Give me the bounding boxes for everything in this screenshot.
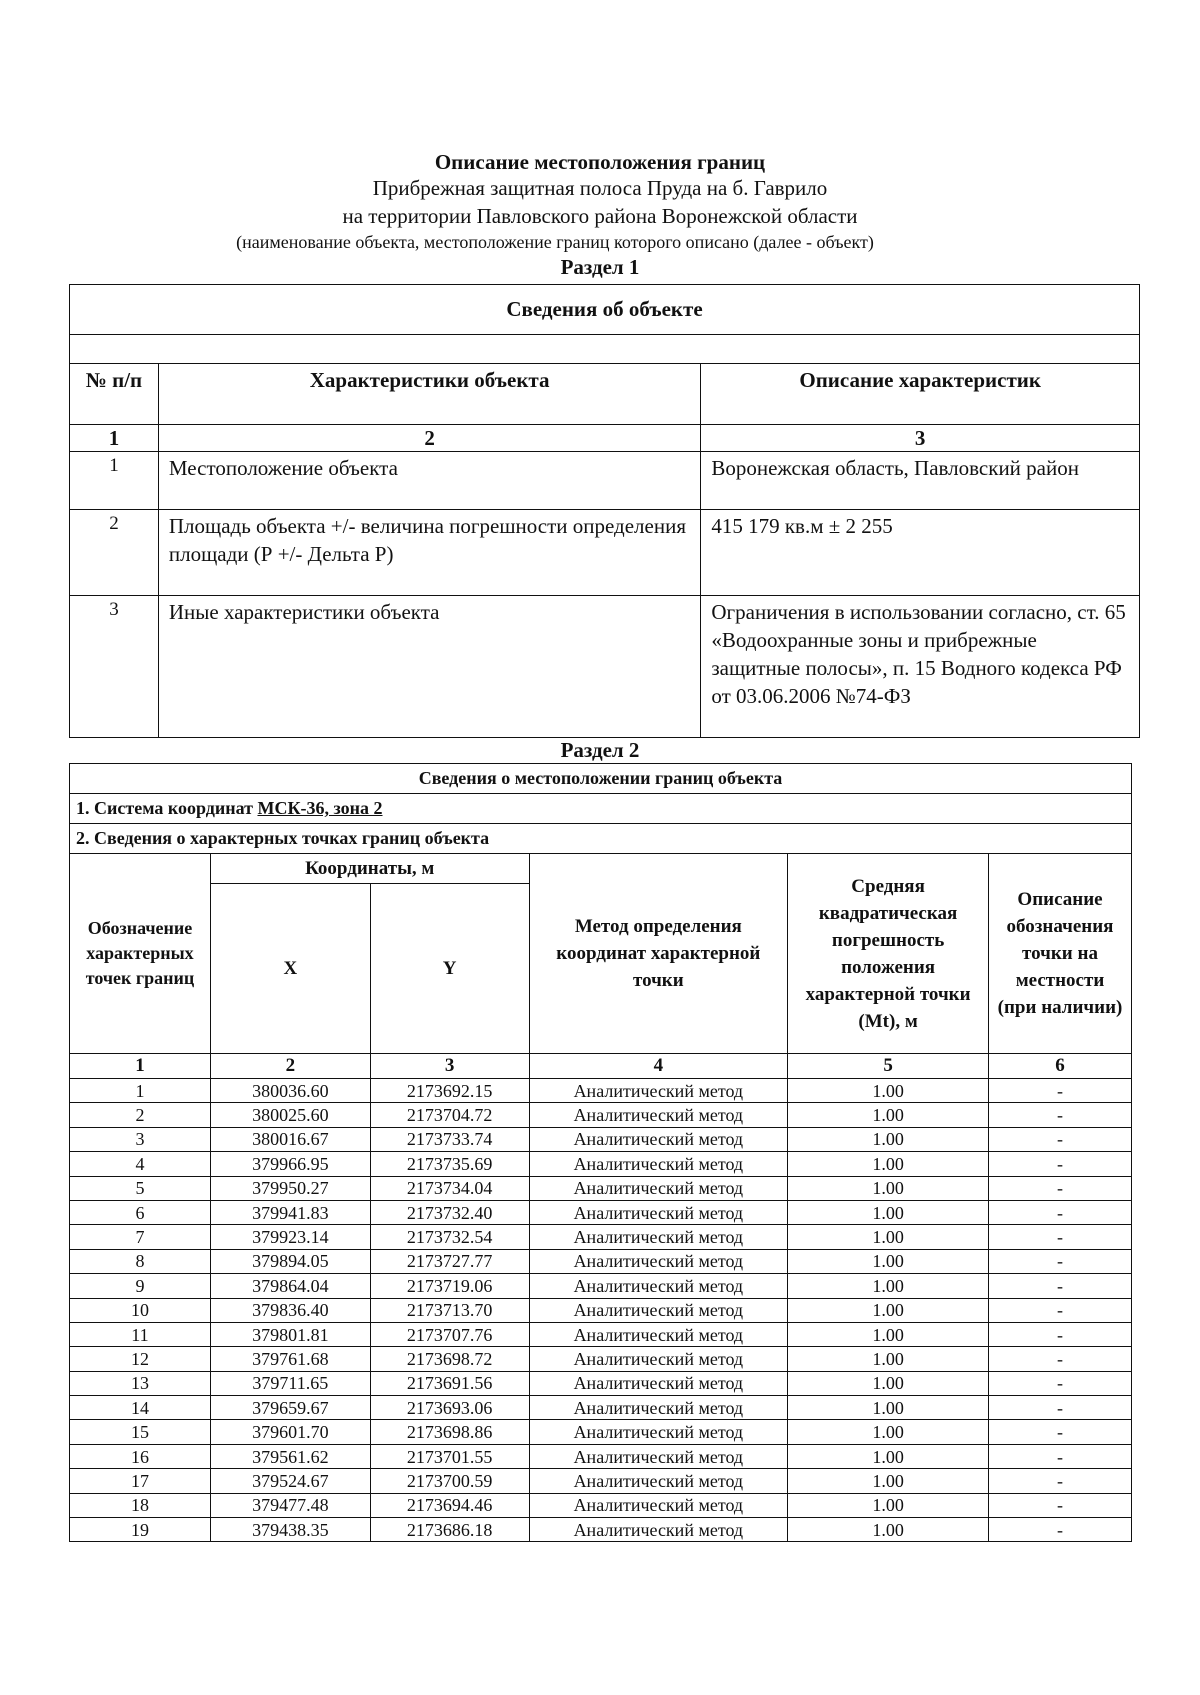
column-number: 3 [701, 425, 1140, 452]
table-row [70, 1396, 1132, 1420]
description-cell: - [989, 1518, 1132, 1542]
column-number: 2 [210, 1054, 370, 1079]
table-row [70, 1371, 1132, 1395]
table-row [70, 1249, 1132, 1273]
method-cell: Аналитический метод [529, 1249, 788, 1273]
description-cell: - [989, 1249, 1132, 1273]
coord-y: 2173700.59 [370, 1469, 529, 1493]
coord-x: 379601.70 [210, 1420, 370, 1444]
coordinate-system-value: МСК-36, зона 2 [257, 798, 383, 818]
column-number: 1 [70, 1054, 211, 1079]
table-row [70, 510, 1140, 596]
error-cell: 1.00 [788, 1322, 989, 1346]
characteristic-name: Иные характеристики объекта [158, 596, 700, 738]
table-row [70, 1469, 1132, 1493]
object-location-line: на территории Павловского района Воронежской области [342, 204, 858, 228]
error-cell: 1.00 [788, 1225, 989, 1249]
section1-label: Раздел 1 [560, 255, 640, 279]
table-row [70, 1103, 1132, 1127]
method-cell: Аналитический метод [529, 1152, 788, 1176]
section2-label: Раздел 2 [560, 738, 640, 762]
coord-x: 379477.48 [210, 1493, 370, 1517]
document-title: Описание местоположения границ [434, 150, 766, 174]
point-number: 15 [70, 1420, 211, 1444]
table-row [70, 1200, 1132, 1224]
point-number: 5 [70, 1176, 211, 1200]
method-cell: Аналитический метод [529, 1444, 788, 1468]
point-number: 13 [70, 1371, 211, 1395]
object-info-caption: Сведения об объекте [70, 285, 1140, 335]
coordinate-system-row [70, 794, 1132, 824]
error-cell: 1.00 [788, 1347, 989, 1371]
header-method: Метод определения координат характерной точки [529, 854, 788, 1054]
table-row [70, 1298, 1132, 1322]
characteristic-value: Ограничения в использовании согласно, ст. 65 «Водоохранные зоны и прибрежные защитные полосы», п. 15 Водного кодекса РФ от 03.06.2006 №74-ФЗ [701, 596, 1140, 738]
header-row [70, 854, 1132, 884]
table-row [70, 1079, 1132, 1103]
description-cell: - [989, 1274, 1132, 1298]
coord-x: 379801.81 [210, 1322, 370, 1346]
point-number: 16 [70, 1444, 211, 1468]
coord-y: 2173698.72 [370, 1347, 529, 1371]
coord-y: 2173701.55 [370, 1444, 529, 1468]
table-row [70, 452, 1140, 510]
characteristic-value: Воронежская область, Павловский район [701, 452, 1140, 510]
coord-x: 379761.68 [210, 1347, 370, 1371]
coord-x: 379524.67 [210, 1469, 370, 1493]
column-number-row [70, 425, 1140, 452]
description-cell: - [989, 1103, 1132, 1127]
table-row [70, 596, 1140, 738]
coord-y: 2173732.40 [370, 1200, 529, 1224]
table-row [70, 1493, 1132, 1517]
error-cell: 1.00 [788, 1396, 989, 1420]
method-cell: Аналитический метод [529, 1420, 788, 1444]
point-number: 12 [70, 1347, 211, 1371]
coord-x: 380025.60 [210, 1103, 370, 1127]
method-cell: Аналитический метод [529, 1347, 788, 1371]
column-number-row [70, 1054, 1132, 1079]
coord-x: 379966.95 [210, 1152, 370, 1176]
error-cell: 1.00 [788, 1127, 989, 1151]
coord-y: 2173707.76 [370, 1322, 529, 1346]
error-cell: 1.00 [788, 1493, 989, 1517]
column-number: 4 [529, 1054, 788, 1079]
method-cell: Аналитический метод [529, 1274, 788, 1298]
description-cell: - [989, 1176, 1132, 1200]
header-error: Средняя квадратическая погрешность положения характерной точки (Mt), м [788, 854, 989, 1054]
header-designation: Обозначение характерных точек границ [70, 854, 211, 1054]
coord-x: 379894.05 [210, 1249, 370, 1273]
points-body [70, 1079, 1132, 1542]
point-number: 6 [70, 1200, 211, 1224]
characteristic-value: 415 179 кв.м ± 2 255 [701, 510, 1140, 596]
error-cell: 1.00 [788, 1420, 989, 1444]
table-row [70, 1347, 1132, 1371]
point-number: 11 [70, 1322, 211, 1346]
coord-x: 379864.04 [210, 1274, 370, 1298]
point-number: 2 [70, 1103, 211, 1127]
coord-x: 379659.67 [210, 1396, 370, 1420]
coord-y: 2173732.54 [370, 1225, 529, 1249]
method-cell: Аналитический метод [529, 1396, 788, 1420]
characteristic-name: Местоположение объекта [158, 452, 700, 510]
table-row [70, 1176, 1132, 1200]
error-cell: 1.00 [788, 1274, 989, 1298]
points-caption: 2. Сведения о характерных точках границ объекта [70, 824, 1132, 854]
object-info-table [69, 284, 1140, 738]
header-coords: Координаты, м [210, 854, 529, 884]
error-cell: 1.00 [788, 1103, 989, 1127]
column-number: 3 [370, 1054, 529, 1079]
column-number: 5 [788, 1054, 989, 1079]
coord-y: 2173704.72 [370, 1103, 529, 1127]
description-cell: - [989, 1444, 1132, 1468]
point-number: 4 [70, 1152, 211, 1176]
description-cell: - [989, 1322, 1132, 1346]
error-cell: 1.00 [788, 1200, 989, 1224]
header-number: № п/п [70, 364, 159, 425]
row-number: 1 [70, 452, 159, 510]
description-cell: - [989, 1127, 1132, 1151]
coord-x: 379950.27 [210, 1176, 370, 1200]
error-cell: 1.00 [788, 1371, 989, 1395]
coord-x: 379923.14 [210, 1225, 370, 1249]
table-row [70, 1225, 1132, 1249]
point-number: 1 [70, 1079, 211, 1103]
table-row [70, 1518, 1132, 1542]
table-row [70, 1444, 1132, 1468]
coord-x: 379438.35 [210, 1518, 370, 1542]
header-description: Описание обозначения точки на местности (при наличии) [989, 854, 1132, 1054]
coord-x: 379941.83 [210, 1200, 370, 1224]
boundary-points-table [69, 763, 1132, 1542]
coord-y: 2173735.69 [370, 1152, 529, 1176]
error-cell: 1.00 [788, 1469, 989, 1493]
coord-y: 2173698.86 [370, 1420, 529, 1444]
error-cell: 1.00 [788, 1444, 989, 1468]
description-cell: - [989, 1200, 1132, 1224]
description-cell: - [989, 1225, 1132, 1249]
row-number: 3 [70, 596, 159, 738]
header-characteristics: Характеристики объекта [158, 364, 700, 425]
coord-x: 379561.62 [210, 1444, 370, 1468]
method-cell: Аналитический метод [529, 1371, 788, 1395]
point-number: 14 [70, 1396, 211, 1420]
coord-y: 2173691.56 [370, 1371, 529, 1395]
coord-x: 379836.40 [210, 1298, 370, 1322]
point-number: 7 [70, 1225, 211, 1249]
coord-y: 2173734.04 [370, 1176, 529, 1200]
table-caption-row [70, 285, 1140, 335]
description-cell: - [989, 1347, 1132, 1371]
coordinate-system-cell [70, 794, 1132, 824]
points-caption-row [70, 824, 1132, 854]
description-cell: - [989, 1152, 1132, 1176]
row-number: 2 [70, 510, 159, 596]
table-row [70, 1322, 1132, 1346]
method-cell: Аналитический метод [529, 1469, 788, 1493]
coord-y: 2173719.06 [370, 1274, 529, 1298]
coord-y: 2173693.06 [370, 1396, 529, 1420]
characteristic-name: Площадь объекта +/- величина погрешности определения площади (Р +/- Дельта Р) [158, 510, 700, 596]
method-cell: Аналитический метод [529, 1103, 788, 1127]
description-cell: - [989, 1079, 1132, 1103]
coordinate-system-prefix: 1. Система координат [76, 798, 253, 818]
coord-x: 380016.67 [210, 1127, 370, 1151]
method-cell: Аналитический метод [529, 1322, 788, 1346]
error-cell: 1.00 [788, 1518, 989, 1542]
method-cell: Аналитический метод [529, 1298, 788, 1322]
boundary-caption: Сведения о местоположении границ объекта [70, 764, 1132, 794]
error-cell: 1.00 [788, 1176, 989, 1200]
table-caption-row [70, 764, 1132, 794]
header-x: X [210, 884, 370, 1054]
coord-x: 380036.60 [210, 1079, 370, 1103]
table-row [70, 1127, 1132, 1151]
method-cell: Аналитический метод [529, 1127, 788, 1151]
description-cell: - [989, 1493, 1132, 1517]
empty-row [70, 335, 1140, 364]
point-number: 19 [70, 1518, 211, 1542]
point-number: 3 [70, 1127, 211, 1151]
point-number: 9 [70, 1274, 211, 1298]
object-name-line: Прибрежная защитная полоса Пруда на б. Гаврило [372, 176, 828, 200]
error-cell: 1.00 [788, 1298, 989, 1322]
method-cell: Аналитический метод [529, 1176, 788, 1200]
table-row [70, 1152, 1132, 1176]
method-cell: Аналитический метод [529, 1225, 788, 1249]
point-number: 17 [70, 1469, 211, 1493]
coord-y: 2173694.46 [370, 1493, 529, 1517]
description-cell: - [989, 1469, 1132, 1493]
coord-y: 2173713.70 [370, 1298, 529, 1322]
coord-y: 2173692.15 [370, 1079, 529, 1103]
table-row [70, 1274, 1132, 1298]
point-number: 18 [70, 1493, 211, 1517]
point-number: 10 [70, 1298, 211, 1322]
coord-y: 2173727.77 [370, 1249, 529, 1273]
error-cell: 1.00 [788, 1249, 989, 1273]
description-cell: - [989, 1420, 1132, 1444]
method-cell: Аналитический метод [529, 1079, 788, 1103]
error-cell: 1.00 [788, 1152, 989, 1176]
description-cell: - [989, 1371, 1132, 1395]
description-cell: - [989, 1396, 1132, 1420]
coord-x: 379711.65 [210, 1371, 370, 1395]
method-cell: Аналитический метод [529, 1493, 788, 1517]
method-cell: Аналитический метод [529, 1518, 788, 1542]
column-number: 6 [989, 1054, 1132, 1079]
column-number: 2 [158, 425, 700, 452]
empty-cell [70, 335, 1140, 364]
header-row [70, 364, 1140, 425]
table-row [70, 1420, 1132, 1444]
error-cell: 1.00 [788, 1079, 989, 1103]
header-y: Y [370, 884, 529, 1054]
object-name-caption: (наименование объекта, местоположение границ которого описано (далее - объект) [236, 232, 874, 252]
coord-y: 2173686.18 [370, 1518, 529, 1542]
column-number: 1 [70, 425, 159, 452]
point-number: 8 [70, 1249, 211, 1273]
header-description: Описание характеристик [701, 364, 1140, 425]
method-cell: Аналитический метод [529, 1200, 788, 1224]
coord-y: 2173733.74 [370, 1127, 529, 1151]
description-cell: - [989, 1298, 1132, 1322]
